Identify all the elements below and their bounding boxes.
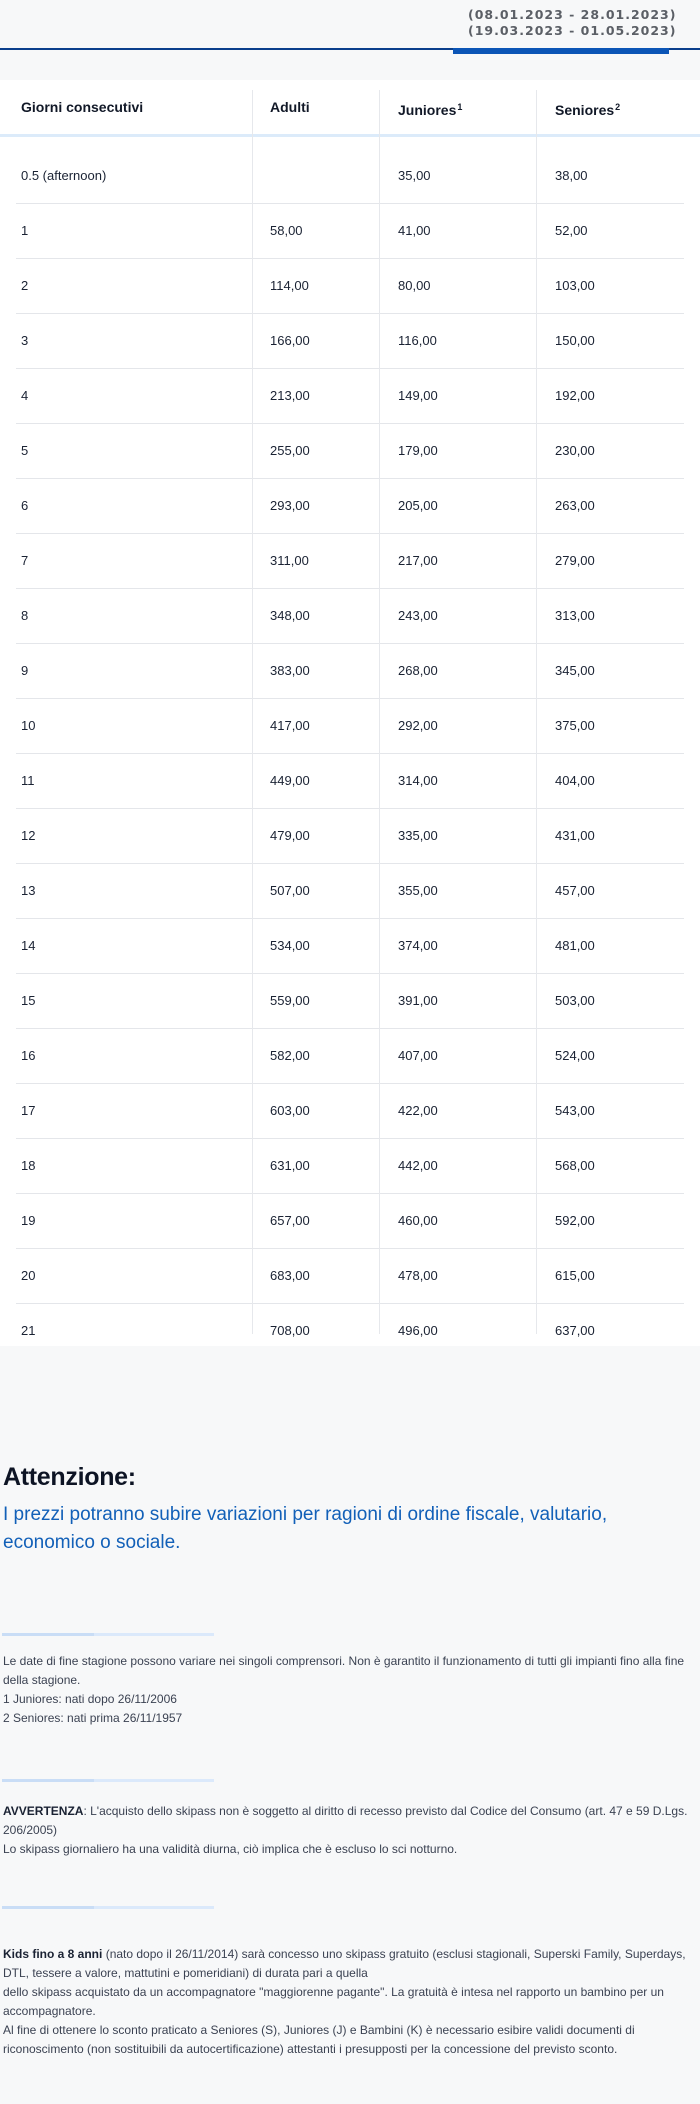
table-row — [0, 699, 700, 754]
cell-days: 18 — [21, 1158, 36, 1173]
active-season-indicator — [453, 48, 669, 54]
cell-adults: 348,00 — [270, 608, 310, 623]
cell-adults: 166,00 — [270, 333, 310, 348]
cell-adults: 708,00 — [270, 1323, 310, 1338]
warning-label: AVVERTENZA — [3, 1804, 84, 1818]
cell-adults: 383,00 — [270, 663, 310, 678]
cell-days: 17 — [21, 1103, 36, 1118]
note-seniores: 2 Seniores: nati prima 26/11/1957 — [3, 1711, 183, 1725]
cell-adults: 683,00 — [270, 1268, 310, 1283]
cell-days: 0.5 (afternoon) — [21, 168, 107, 183]
cell-adults: 449,00 — [270, 773, 310, 788]
cell-juniors: 478,00 — [398, 1268, 438, 1283]
cell-juniors: 407,00 — [398, 1048, 438, 1063]
cell-days: 16 — [21, 1048, 36, 1063]
cell-days: 4 — [21, 388, 29, 403]
table-row — [0, 1194, 700, 1249]
attention-title: Attenzione: — [3, 1463, 136, 1491]
table-header-row — [0, 80, 700, 136]
cell-adults: 559,00 — [270, 993, 310, 1008]
cell-seniors: 150,00 — [555, 333, 595, 348]
table-row — [0, 314, 700, 369]
table-row — [0, 1029, 700, 1084]
season-header — [0, 0, 700, 54]
cell-days: 5 — [21, 443, 29, 458]
note-season-end-text: Le date di fine stagione possono variare nei singoli comprensori. Non è garantito il funzionamento di tutti gli impianti fino alla fine della stagione. — [3, 1654, 685, 1687]
table-row — [0, 534, 700, 589]
column-divider-2 — [379, 90, 380, 1334]
column-divider-3 — [536, 90, 537, 1334]
seniors-footnote-marker: 2 — [615, 102, 621, 112]
kids-label: Kids fino a 8 anni — [3, 1947, 103, 1961]
cell-days: 11 — [21, 773, 35, 788]
cell-seniors: 52,00 — [555, 223, 588, 238]
cell-adults: 507,00 — [270, 883, 310, 898]
cell-days: 13 — [21, 883, 36, 898]
cell-days: 10 — [21, 718, 36, 733]
cell-adults: 631,00 — [270, 1158, 310, 1173]
cell-days: 14 — [21, 938, 36, 953]
cell-adults: 534,00 — [270, 938, 310, 953]
header-underline — [0, 134, 700, 137]
cell-days: 7 — [21, 553, 29, 568]
cell-seniors: 404,00 — [555, 773, 595, 788]
cell-seniors: 592,00 — [555, 1213, 595, 1228]
note-divider-3 — [2, 1906, 214, 1909]
cell-juniors: 80,00 — [398, 278, 431, 293]
table-row — [0, 864, 700, 919]
juniors-footnote-marker: 1 — [457, 102, 463, 112]
note-season-end — [3, 1652, 699, 1728]
table-row — [0, 919, 700, 974]
cell-seniors: 615,00 — [555, 1268, 595, 1283]
table-row — [0, 809, 700, 864]
table-row — [0, 204, 700, 259]
cell-adults: 255,00 — [270, 443, 310, 458]
cell-days: 9 — [21, 663, 29, 678]
cell-juniors: 116,00 — [398, 333, 437, 348]
cell-juniors: 422,00 — [398, 1103, 438, 1118]
table-row — [0, 754, 700, 809]
cell-seniors: 38,00 — [555, 168, 588, 183]
table-row — [0, 1304, 700, 1359]
warning-line-2: Lo skipass giornaliero ha una validità diurna, ciò implica che è escluso lo sci notturno. — [3, 1842, 458, 1856]
cell-days: 6 — [21, 498, 29, 513]
kids-line-3: Al fine di ottenere lo sconto praticato a Seniores (S), Juniores (J) e Bambini (K) è necessario esibire validi documenti di riconoscimento (non sostituibili da autocertificazione) attestanti i presupposti per la concessione del previsto sconto. — [3, 2023, 635, 2056]
table-row — [0, 589, 700, 644]
table-row — [0, 1139, 700, 1194]
cell-adults: 417,00 — [270, 718, 310, 733]
cell-seniors: 313,00 — [555, 608, 595, 623]
season-date-range-1: (08.01.2023 - 28.01.2023) — [468, 7, 677, 22]
cell-adults: 293,00 — [270, 498, 310, 513]
cell-days: 8 — [21, 608, 29, 623]
cell-days: 3 — [21, 333, 29, 348]
cell-days: 1 — [21, 223, 29, 238]
cell-seniors: 481,00 — [555, 938, 595, 953]
cell-seniors: 637,00 — [555, 1323, 595, 1338]
note-divider-1 — [2, 1633, 214, 1636]
cell-adults: 582,00 — [270, 1048, 310, 1063]
cell-adults: 213,00 — [270, 388, 310, 403]
cell-days: 15 — [21, 993, 36, 1008]
season-dates — [468, 7, 676, 39]
cell-seniors: 503,00 — [555, 993, 595, 1008]
cell-days: 19 — [21, 1213, 36, 1228]
table-row — [0, 369, 700, 424]
cell-juniors: 391,00 — [398, 993, 438, 1008]
cell-adults: 603,00 — [270, 1103, 310, 1118]
cell-juniors: 292,00 — [398, 718, 438, 733]
cell-juniors: 442,00 — [398, 1158, 438, 1173]
cell-juniors: 243,00 — [398, 608, 438, 623]
header-days: Giorni consecutivi — [21, 99, 144, 115]
kids-line-2: dello skipass acquistato da un accompagnatore "maggiorenne pagante". La gratuità è intesa nel rapporto un bambino per un accompagnatore. — [3, 1985, 664, 2018]
cell-juniors: 335,00 — [398, 828, 438, 843]
cell-juniors: 374,00 — [398, 938, 438, 953]
cell-seniors: 431,00 — [555, 828, 595, 843]
season-date-range-2: (19.03.2023 - 01.05.2023) — [468, 23, 677, 38]
cell-juniors: 217,00 — [398, 553, 438, 568]
cell-days: 20 — [21, 1268, 36, 1283]
table-row — [0, 479, 700, 534]
table-row — [0, 149, 700, 204]
cell-seniors: 524,00 — [555, 1048, 595, 1063]
cell-juniors: 355,00 — [398, 883, 438, 898]
table-row — [0, 259, 700, 314]
header-seniors: Seniores$^2$ — [555, 102, 621, 118]
cell-adults: 479,00 — [270, 828, 310, 843]
kids-text: (nato dopo il 26/11/2014) sarà concesso uno skipass gratuito (esclusi stagionali, Superski Family, Superdays, DTL, tessere a valore, mattutini e pomeridiani) di durata pari a quella — [3, 1947, 686, 1980]
note-juniores: 1 Juniores: nati dopo 26/11/2006 — [3, 1692, 177, 1706]
cell-seniors: 375,00 — [555, 718, 595, 733]
cell-seniors: 345,00 — [555, 663, 595, 678]
cell-juniors: 268,00 — [398, 663, 438, 678]
cell-adults: 58,00 — [270, 223, 303, 238]
cell-juniors: 496,00 — [398, 1323, 438, 1338]
cell-juniors: 35,00 — [398, 168, 431, 183]
header-juniors: Juniores$^1$ — [398, 102, 463, 118]
cell-adults: 311,00 — [270, 553, 309, 568]
header-adults: Adulti — [270, 99, 310, 115]
cell-seniors: 103,00 — [555, 278, 595, 293]
cell-seniors: 192,00 — [555, 388, 595, 403]
note-warning — [3, 1802, 699, 1859]
table-row — [0, 1249, 700, 1304]
cell-juniors: 314,00 — [398, 773, 438, 788]
cell-seniors: 457,00 — [555, 883, 595, 898]
cell-seniors: 230,00 — [555, 443, 595, 458]
cell-juniors: 179,00 — [398, 443, 438, 458]
cell-juniors: 41,00 — [398, 223, 431, 238]
cell-seniors: 543,00 — [555, 1103, 595, 1118]
cell-juniors: 460,00 — [398, 1213, 438, 1228]
cell-days: 12 — [21, 828, 36, 843]
attention-text: I prezzi potranno subire variazioni per ragioni di ordine fiscale, valutario, economico o sociale. — [3, 1504, 608, 1553]
note-divider-2 — [2, 1779, 214, 1782]
table-row — [0, 644, 700, 699]
table-row — [0, 1084, 700, 1139]
cell-adults: 657,00 — [270, 1213, 310, 1228]
cell-seniors: 279,00 — [555, 553, 595, 568]
cell-juniors: 149,00 — [398, 388, 438, 403]
warning-text: : L'acquisto dello skipass non è soggetto al diritto di recesso previsto dal Codice del Consumo (art. 47 e 59 D.Lgs. 206/2005) — [3, 1804, 688, 1837]
cell-days: 2 — [21, 278, 29, 293]
cell-days: 21 — [21, 1323, 36, 1338]
table-row — [0, 974, 700, 1029]
column-divider-1 — [252, 90, 253, 1334]
cell-juniors: 205,00 — [398, 498, 438, 513]
cell-seniors: 568,00 — [555, 1158, 595, 1173]
table-row — [0, 424, 700, 479]
cell-seniors: 263,00 — [555, 498, 595, 513]
cell-adults: 114,00 — [270, 278, 309, 293]
note-kids — [3, 1945, 699, 2059]
price-table — [0, 80, 700, 1346]
